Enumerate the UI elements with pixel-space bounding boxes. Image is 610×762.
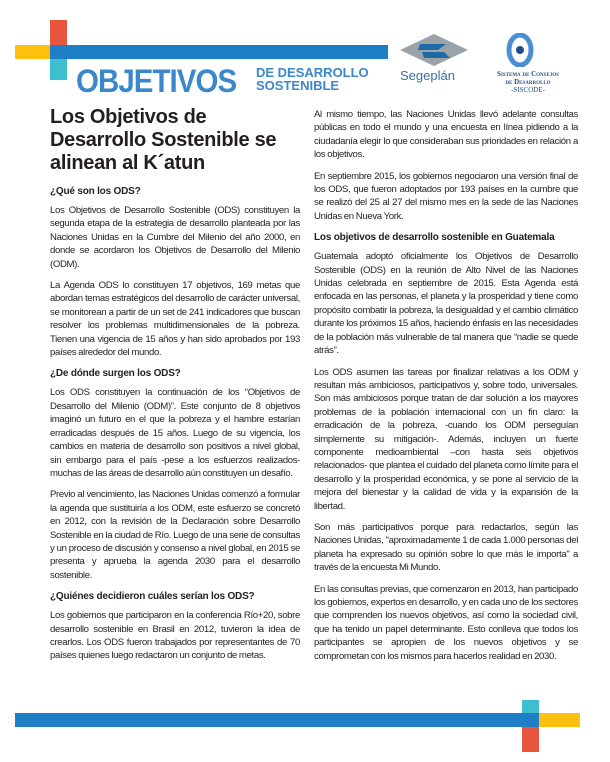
section-heading: Los objetivos de desarrollo sostenible en Guatemala <box>314 232 555 244</box>
header-cross-red <box>50 20 67 46</box>
paragraph: Los ODS asumen las tareas por finalizar relativas a los ODM y resultan más ambiciosos, participativos y, sobre todo, universales. Son más ambiciosos porque tratan de dar solución a los mayores problemas de la población internacional con un fin claro: la erradicación de la pobreza, -cuando los ODM perseguían simplemente su mitigación-. Además, incluyen un fuerte componente medioambiental –con hasta seis objetivos relacionados- que plantea el cuidado del planeta como límite para el desarrollo y la prosperidad económica, y se pone al servicio de la mejora del bienestar y la calidad de vida y la expansión de la libertad. <box>314 366 578 512</box>
siscode-line-3: -SISCODE- <box>511 86 545 94</box>
ods-logo-sub-1: DE DESARROLLO <box>256 65 369 80</box>
paragraph: Los Objetivos de Desarrollo Sostenible (ODS) constituyen la segunda etapa de la estrategia de desarrollo planteada por las Naciones Unidas en la Cumbre del Milenio del año 2000, en donde se acordaron los Objetivos de Desarrollo del Milenio (ODM). <box>50 205 300 270</box>
paragraph: En las consultas previas, que comenzaron en 2013, han participado los gobiernos, expertos en desarrollo, y en cada uno de los sectores que comprenden los nuevos objetivos, así como la sociedad civil, que ha tenido un papel determinante. Esto conlleva que todos los participantes se apropien de los nuevos objetivos y se comprometan con los mismos para hacerlos realidad en 2030. <box>314 583 578 662</box>
paragraph: Guatemala adoptó oficialmente los Objetivos de Desarrollo Sostenible (ODS) en la reunión de Alto Nivel de las Naciones Unidas celebrada en septiembre de 2015. Esta Agenda está enfocada en las personas, el planeta y la prosperidad y tiene como propósito combatir la pobreza, la desigualdad y el cambio climático durante los próximos 15 años, haciendo énfasis en las necesidades de la población más vulnerable de tal manera que “nadie se quede atrás”. <box>314 251 578 357</box>
siscode-line-1: Sistema de Consejos <box>497 70 559 78</box>
header-cross-yellow <box>15 45 51 59</box>
section-heading: ¿De dónde surgen los ODS? <box>50 368 181 380</box>
segeplan-logo-icon <box>398 32 470 68</box>
footer-cross-red <box>522 726 539 752</box>
header-cross-teal <box>50 58 67 80</box>
segeplan-name: Segeplán <box>400 68 455 83</box>
siscode-name <box>478 70 578 94</box>
right-column <box>314 108 578 671</box>
footer-cross-yellow <box>538 713 580 727</box>
footer-cross-teal <box>522 700 539 714</box>
paragraph: Los gobiernos que participaron en la conferencia Río+20, sobre desarrollo sostenible en Brasil en 2012, tuvieron la idea de crearlos. Los ODS fueron trabajados por representantes de 70 países quienes luego redactaron un conjunto de metas. <box>50 610 300 662</box>
siscode-logo-icon <box>506 33 534 67</box>
ods-logo-sub-2: SOSTENIBLE <box>256 78 340 93</box>
section-heading: ¿Quiénes decidieron cuáles serían los ODS? <box>50 591 255 603</box>
siscode-line-2: de Desarrollo <box>505 78 551 86</box>
paragraph: Los ODS constituyen la continuación de los “Objetivos de Desarrollo del Milenio (ODM)”. Este conjunto de 8 objetivos imaginó un futuro en el que la pobreza y el hambre estarían erradicadas después de 15 años. Luego de su vigencia, los cambios en materia de desarrollo son positivos a nivel global, sin embargo para el país -pese a los esfuerzos realizados- muchas de las áreas de desarrollo aún constituyen un desafío. <box>50 387 300 479</box>
header-cross-center <box>50 45 67 59</box>
header-blue-bar <box>66 45 388 59</box>
paragraph: Son más participativos porque para redactarlos, según las Naciones Unidas, "aproximadamente 1 de cada 1.000 personas del planeta ha expresado su opinión sobre lo que más le importa" a través de la encuesta Mi Mundo. <box>314 521 578 574</box>
paragraph: Previo al vencimiento, las Naciones Unidas comenzó a formular la agenda que sustituiría a los ODM, este esfuerzo se concretó en 2012, con la revisión de la Declaración sobre Desarrollo Sostenible en la ciudad de Río. Luego de una serie de consultas y un proceso de discusión y consenso a nivel global, en 2015 se presenta y aprueba la agenda 2030 para el desarrollo sostenible. <box>50 489 300 581</box>
paragraph: En septiembre 2015, los gobiernos negociaron una versión final de los ODS, que fueron adoptados por 193 países en la cumbre que se realizó del 25 al 27 del mismo mes en la sede de las Naciones Unidas en Nueva York. <box>314 170 578 222</box>
footer-cross-center <box>522 713 539 727</box>
ods-logo-title: OBJETIVOS <box>76 63 237 99</box>
footer-blue-bar <box>15 713 523 727</box>
left-column <box>50 106 300 671</box>
ods-logo-subtitle <box>256 66 369 92</box>
paragraph: Al mismo tiempo, las Naciones Unidas llevó adelante consultas públicas en todo el mundo y una encuesta en línea pidiendo a la ciudadanía elegir lo que consideraban sus prioridades en relación a los objetivos. <box>314 109 578 161</box>
article-title: Los Objetivos de Desarrollo Sostenible se alinean al K´atun <box>50 106 277 174</box>
paragraph: La Agenda ODS lo constituyen 17 objetivos, 169 metas que abordan temas estratégicos del desarrollo de carácter universal, se monitorean a partir de un set de 241 indicadores que buscan resolver los problemas multidimensionales de la pobreza. Tienen una vigencia de 15 años y han sido aprobados por 193 países alrededor del mundo. <box>50 280 300 359</box>
section-heading: ¿Qué son los ODS? <box>50 186 141 197</box>
